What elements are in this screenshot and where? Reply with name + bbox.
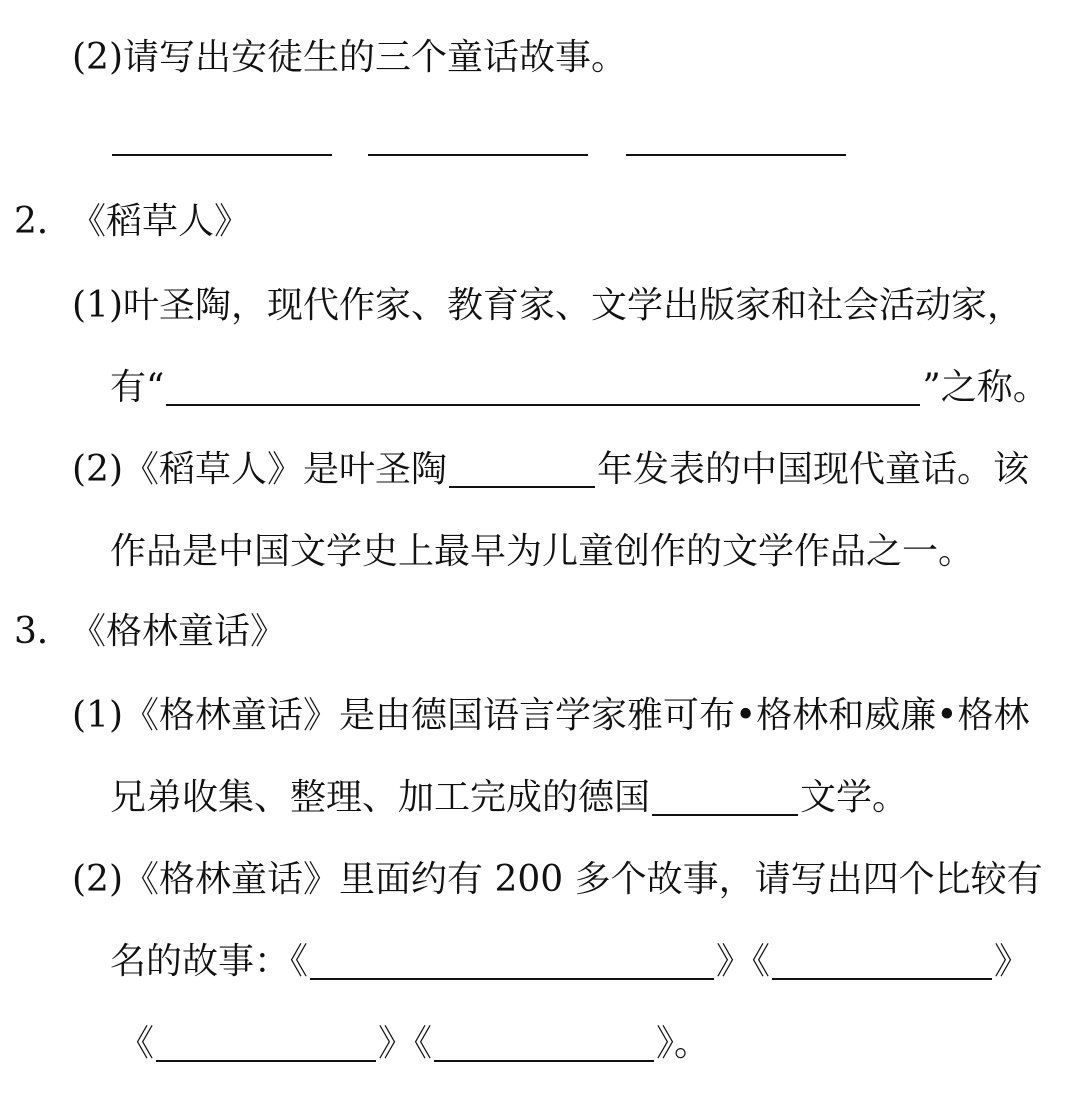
q3-heading bbox=[14, 606, 286, 650]
answer-blank-grimm-3[interactable] bbox=[156, 1024, 376, 1062]
q1-sub2-text: (2)请写出安徒生的三个童话故事。 bbox=[72, 37, 627, 78]
q3-sub2-text: (2)《格林童话》里面约有 200 多个故事，请写出四个比较有 bbox=[72, 859, 1043, 900]
answer-blank-grimm-1[interactable] bbox=[310, 942, 714, 980]
q2-sub2-line1 bbox=[72, 444, 1029, 488]
q3-sub2-line1 bbox=[72, 854, 1043, 898]
answer-blank-andersen-1[interactable] bbox=[112, 118, 332, 156]
q2-number: 2． bbox=[14, 201, 73, 242]
answer-blank-year[interactable] bbox=[449, 450, 595, 488]
q3-sub2-line3 bbox=[118, 1018, 710, 1062]
answer-blank-grimm-4[interactable] bbox=[434, 1024, 654, 1062]
q2-sub1-prefix: 有“ bbox=[110, 367, 165, 408]
q2-sub2-line2 bbox=[110, 526, 974, 570]
q2-sub1-suffix: ”之称。 bbox=[922, 367, 1049, 408]
q3-sub2-suffix: 》 bbox=[994, 941, 1031, 982]
q3-sub1-text: (1)《格林童话》是由德国语言学家雅可布•格林和威廉•格林 bbox=[72, 695, 1030, 736]
q2-sub2-prefix: (2)《稻草人》是叶圣陶 bbox=[72, 449, 447, 490]
q3-sub1-line2 bbox=[110, 772, 908, 816]
q3-title: 《格林童话》 bbox=[70, 611, 287, 652]
q2-sub2-suffix: 年发表的中国现代童话。该 bbox=[597, 449, 1030, 490]
q3-sub2-mid2: 》《 bbox=[378, 1023, 433, 1064]
q3-sub2-open: 《 bbox=[118, 1023, 155, 1064]
q3-sub2-mid: 》《 bbox=[716, 941, 771, 982]
q2-heading bbox=[14, 196, 250, 240]
q2-sub1-line2 bbox=[110, 362, 1049, 406]
q3-sub2-end: 》。 bbox=[656, 1023, 711, 1064]
q2-sub2-text2: 作品是中国文学史上最早为儿童创作的文学作品之一。 bbox=[110, 531, 975, 572]
answer-blank-grimm-2[interactable] bbox=[772, 942, 992, 980]
q3-number: 3． bbox=[14, 611, 73, 652]
q2-sub1-text: (1)叶圣陶，现代作家、教育家、文学出版家和社会活动家， bbox=[72, 285, 1023, 326]
answer-blank-andersen-2[interactable] bbox=[368, 118, 588, 156]
q3-sub1-line1 bbox=[72, 690, 1029, 734]
q3-sub2-prefix: 名的故事：《 bbox=[110, 941, 309, 982]
q2-sub1-line1 bbox=[72, 280, 1023, 324]
answer-blank-andersen-3[interactable] bbox=[626, 118, 846, 156]
answer-blank-literature-type[interactable] bbox=[652, 778, 798, 816]
q3-sub2-line2 bbox=[110, 936, 1030, 980]
q2-title: 《稻草人》 bbox=[70, 201, 251, 242]
q1-sub2-line bbox=[72, 32, 627, 76]
answer-blank-title-nickname[interactable] bbox=[166, 368, 920, 406]
q3-sub1-prefix: 兄弟收集、整理、加工完成的德国 bbox=[110, 777, 651, 818]
q3-sub1-suffix: 文学。 bbox=[800, 777, 909, 818]
